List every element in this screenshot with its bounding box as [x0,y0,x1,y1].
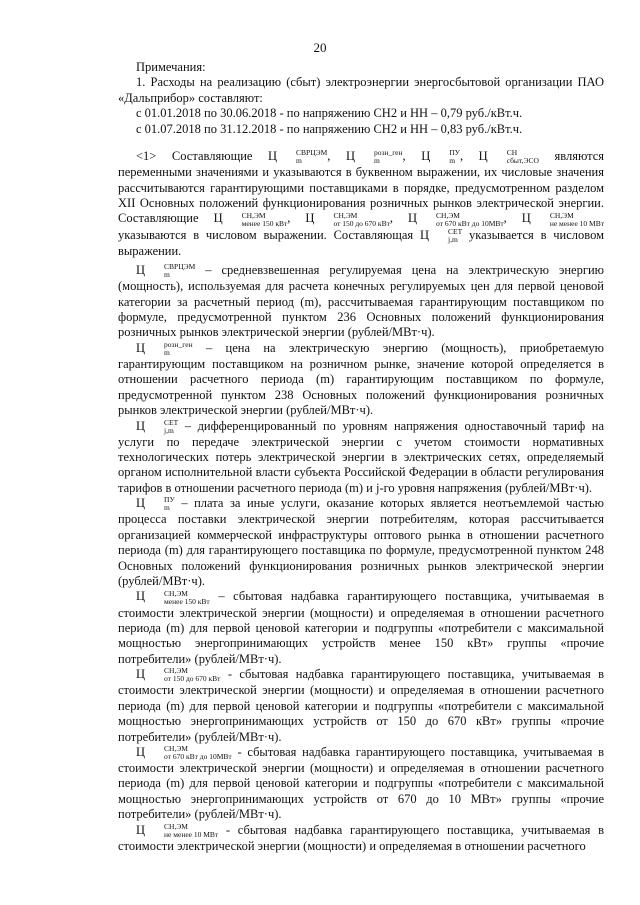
symbol-pu: Ц ПУ m [421,148,460,166]
components-lead: <1> Составляющие [136,149,253,164]
definition-set: Ц СЕТ j,m – дифференцированный по уровням напряжения одноставочный тариф на услуги по передаче электрической энергии с учетом стоимости нормативных технологических потерь электрической энергии в электрических сетях, определяемый органом исполнительной власти субъекта Российской Федерации в области регулирования тарифов в отношении расчетного периода (m) и j-го уровня напряжения (рублей/МВт·ч). [118,417,605,495]
definition-rozn-gen: Ц розн_ген m – цена на электрическую энергию (мощность), приобретаемую гарантирующим поставщиком на розничном рынке, значение которой определяется в отношении расчетного периода (m) гарантирующим поставщиком по формуле, предусмотренной пунктом 238 Основных положений функционирования розничных рынков электрической энергии (рублей/МВт·ч). [118,339,605,418]
components-tail-2: указываются в числовом выражении. Составляющая [118,227,414,242]
symbol-sn-10: Ц СН,ЭМ не менее 10 МВт [521,210,604,228]
definition-sn-150-670: Ц СН,ЭМ от 150 до 670 кВт - сбытовая надбавка гарантирующего поставщика, учитываемая в стоимости электрической энергии (мощности) и определяемая в отношении расчетного периода (m) для первой ценовой категории и подгруппы «потребители с максимальной мощностью энергопринимающих устройств от 150 до 670 кВт» группы «прочие потребители» (рублей/МВт·ч). [118,666,605,744]
note-1-line-1: с 01.01.2018 по 30.06.2018 - по напряжению СН2 и НН – 0,79 руб./кВт.ч. [136,106,523,121]
symbol-sn-150: Ц СН,ЭМ менее 150 кВт [213,210,288,228]
symbol-svrcem: Ц СВРЦЭМ m [268,148,328,166]
components-tail-1: являются переменными значениями и указываются в буквенном выражении, их числовые значения рассчитываются гарантирующими поставщиками в порядке, предусмотренном разделом XII Основных положений функционирования розничных рынков электрической энергии. Составляющие [118,149,605,226]
definition-svrcem: Ц СВРЦЭМ m – средневзвешенная регулируемая цена на электрическую энергию (мощность), используемая для расчета конечных регулируемых цен для первой ценовой категории за расчетный период (m), рассчитываемая гарантирующим поставщиком по формуле, предусмотренной пунктом 236 Основных положений функционирования розничных рынков электрической энергии (рублей/МВт·ч). [118,262,604,340]
components-paragraph: <1> Составляющие Ц СВРЦЭМ m , Ц розн_ген m , Ц ПУ m , Ц СН сбыт,ЭСО являются переменными значениями и указываются в буквенном выражении, их числовые значения рассчитываются гарантирующими поставщиками в порядке, предусмотренном разделом XII Основных положений функционирования розничных рынков электрической энергии. Составляющие Ц СН,ЭМ менее 150 кВт , Ц СН,ЭМ от 150 до 670 кВт , Ц СН,ЭМ от 670 кВт до 10МВт , Ц СН,ЭМ не менее 10 МВт указываются в числовом выражении. Составляющая Ц СЕТ j,m указывается в числовом выражении. [118,148,605,258]
definition-pu: Ц ПУ m – плата за иные услуги, оказание которых является неотъемлемой частью процесса поставки электрической энергии потребителям, которая рассчитывается организацией коммерческой инфраструктуры оптового рынка в отношении расчетного периода (m) для гарантирующего поставщика по формуле, предусмотренной пунктом 248 Основных положений функционирования розничных рынков электрической энергии (рублей/МВт·ч). [118,495,604,589]
note-1-intro: 1. Расходы на реализацию (сбыт) электроэнергии энергосбытовой организации ПАО «Дальприбор» составляют: [118,75,604,105]
notes-title: Примечания: [136,60,206,74]
symbol-sn-150-670: Ц СН,ЭМ от 150 до 670 кВт [305,210,390,228]
symbol-sn-670-10: Ц СН,ЭМ от 670 кВт до 10МВт [408,210,504,228]
symbol-sn-sbyt: Ц СН сбыт,ЭСО [478,148,539,166]
definition-sn-150: Ц СН,ЭМ менее 150 кВт – сбытовая надбавка гарантирующего поставщика, учитываемая в стоимости электрической энергии (мощности) и определяемая в отношении расчетного периода (m) для первой ценовой категории и подгруппы «потребители с максимальной мощностью энергопринимающих устройств менее 150 кВт» группы «прочие потребители» (рублей/МВт·ч). [118,588,604,666]
definition-sn-10: Ц СН,ЭМ не менее 10 МВт - сбытовая надбавка гарантирующего поставщика, учитываемая в стоимости электрической энергии (мощности) и определяемая в отношении расчетного [118,821,605,853]
page-number: 20 [313,40,327,55]
notes-content [118,60,604,854]
symbol-rozn-gen: Ц розн_ген m [345,148,403,166]
definition-sn-670-10: Ц СН,ЭМ от 670 кВт до 10МВт - сбытовая надбавка гарантирующего поставщика, учитываемая в стоимости электрической энергии (мощности) и определяемая в отношении расчетного периода (m) для первой ценовой категории и подгруппы «потребители с максимальной мощностью энергопринимающих устройств от 670 до 10 МВт» группы «прочие потребители» (рублей/МВт·ч). [118,744,605,822]
symbol-set: Ц СЕТ j,m [419,226,463,244]
note-1-line-2: с 01.07.2018 по 31.12.2018 - по напряжению СН2 и НН – 0,83 руб./кВт.ч. [136,121,523,136]
components-tail-3: указывается в числовом выражении. [118,227,605,258]
